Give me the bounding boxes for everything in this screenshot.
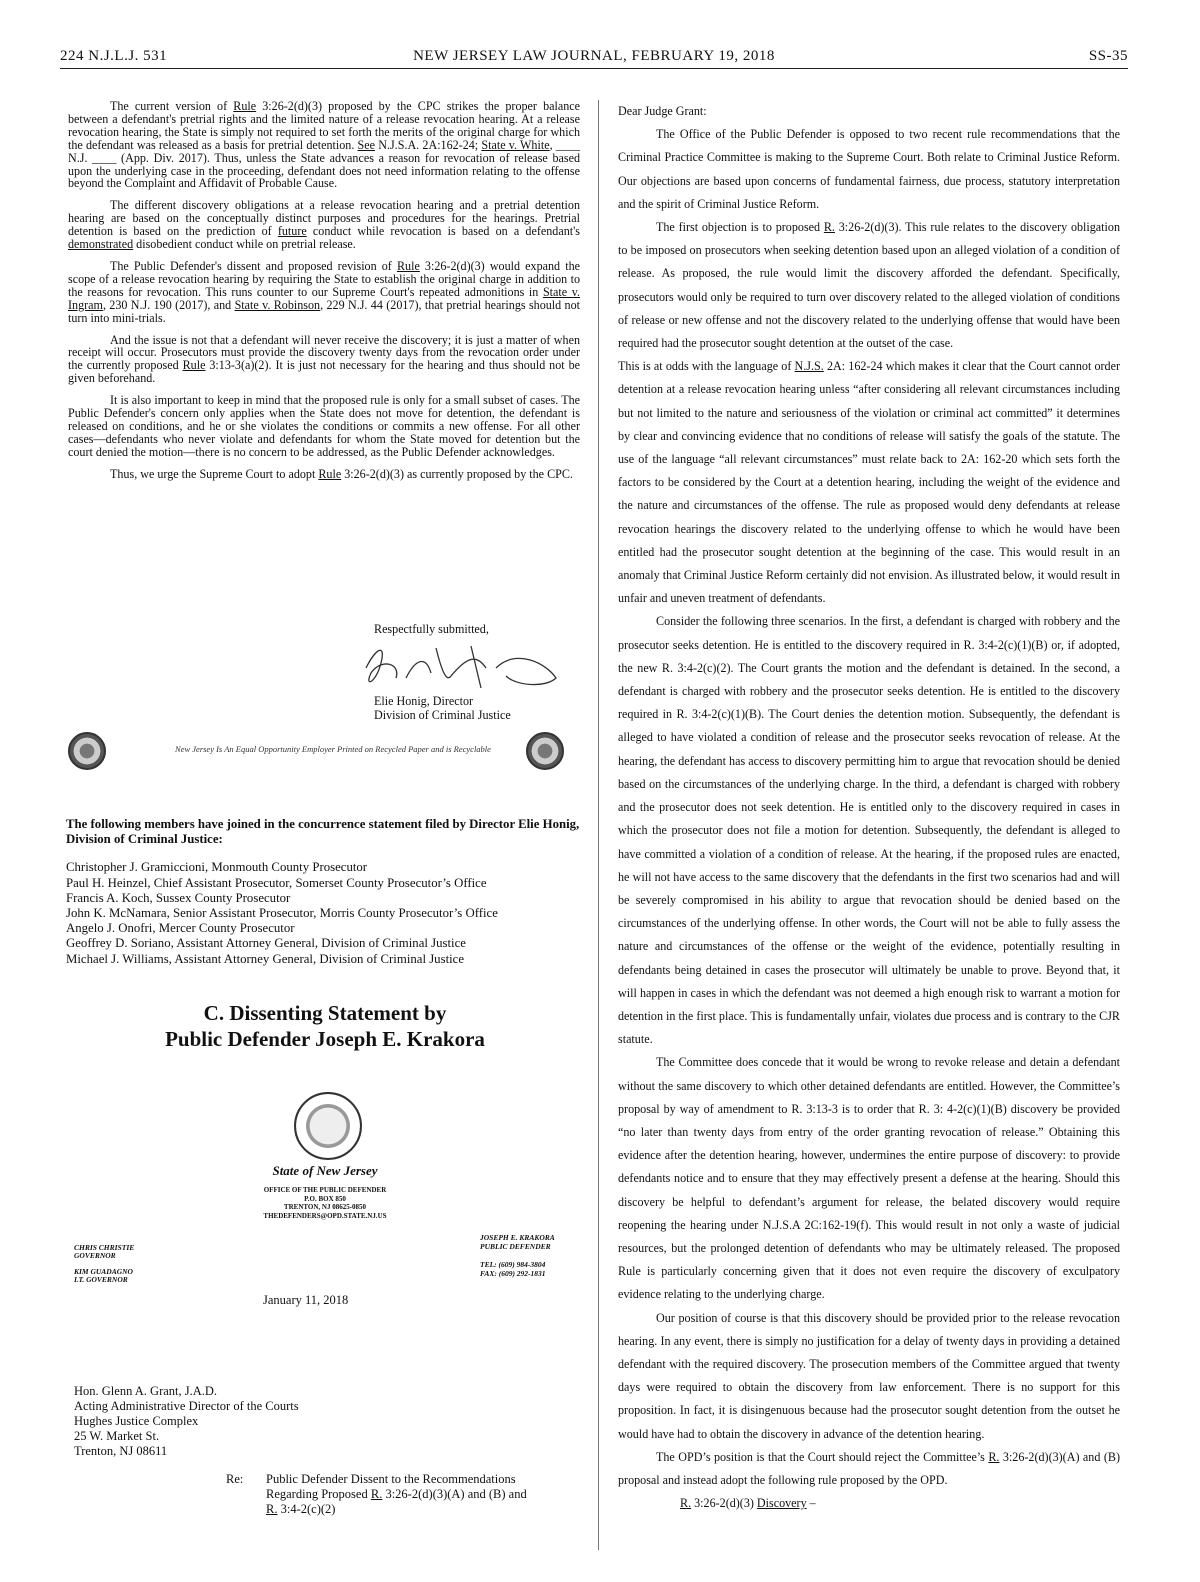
- header-citation: 224 N.J.L.J. 531: [60, 48, 168, 64]
- signature-block: [374, 622, 594, 722]
- header-page-number: SS-35: [1088, 48, 1128, 64]
- member-item: Geoffrey D. Soriano, Assistant Attorney General, Division of Criminal Justice: [66, 936, 466, 951]
- member-item: Francis A. Koch, Sussex County Prosecutor: [66, 890, 291, 905]
- right-paragraph-4: Consider the following three scenarios. In the first, a defendant is charged with robbery and the prosecutor seeks detention. He is entitled to the discovery required in R. 3:4-2(c)(1)(B) or, if adopted, the new R. 3:4-2(c)(2). The Court grants the motion and the defendant is detained. In the second, a defendant is charged with robbery and the prosecutor seeks detention. He is entitled to the discovery required in R. 3:4-2(c)(1)(B). The Court denies the detention motion. Subsequently, the defendant is alleged to have violated a condition of release and the prosecutor seeks revocation of release. At the hearing, the defendant has access to discovery permitting him to argue that revocation should be denied based on the circumstances of the underlying charge. In the third, a defendant is charged with robbery and the prosecutor does not seek detention. He is entitled only to the discovery required in cases in which the prosecutor does not file a motion for detention. Subsequently, the defendant is alleged to have committed a violation of a condition of release. At the hearing, if the proposed rules are enacted, he will not have access to the same discovery that the defendants in the first two scenarios had and will be severely compromised in his ability to argue that revocation should be denied based on the circumstances of the underlying offense. In other words, the Court will not be able to fully assess the nature and circumstances of the offense or the weight of the evidence, potentially resulting in defendants being detained in cases the prosecutor will ultimately be unable to prove. Beyond that, it will happen in cases in which the defendant was not deemed a high enough risk to warrant a motion for detention in the first place. This is fundamentally unfair, violates due process and is contrary to the CJR statute.: [618, 614, 1120, 1047]
- handwritten-signature: [356, 638, 576, 694]
- addressee-block: Hon. Glenn A. Grant, J.A.D. Acting Administrative Director of the Courts Hughes Justice Complex 25 W. Market St. Trenton, NJ 08611: [74, 1384, 299, 1458]
- left-paragraph-5: It is also important to keep in mind that the proposed rule is only for a small subset of cases. The Public Defender's concern only applies when the State does not move for detention, the defendant is released on conditions, and he or she violates the conditions or commits a new offense. For all other cases—defendants who never violate and defendants for whom the State moved for detention but the court denied the motion—there is no concern to be addressed, as the Public Defender acknowledges.: [68, 393, 580, 459]
- members-heading: The following members have joined in the concurrence statement filed by Director Elie Honig, Division of Criminal Justice:: [66, 817, 580, 847]
- state-seal-icon: [526, 732, 564, 770]
- section-title: C. Dissenting Statement by Public Defender Joseph E. Krakora: [165, 1001, 485, 1051]
- right-paragraph-2: The first objection is to proposed R. 3:26-2(d)(3). This rule relates to the discovery obligation to be imposed on prosecutors when seeking detention based upon an alleged violation of a condition of release. As proposed, the rule would limit the discovery afforded the defendant. Specifically, prosecutors would only be required to turn over discovery related to the alleged violation of conditions of release or new offense and not the discovery related to the underlying offense that would have been required had the prosecutor sought detention at the outset of the case.: [618, 220, 1120, 351]
- right-paragraph-6: Our position of course is that this discovery should be provided prior to the release revocation hearing. In any event, there is simply no justification for a delay of twenty days in providing a detained defendant with the required discovery. The prosecution members of the Committee argued that twenty days were required to obtain the discovery from law enforcement. There is no support for this proposition. In fact, it is disingenuous because had the prosecutor sought detention from the outset he would have had to obtain the discovery in advance of the detention hearing.: [618, 1310, 1120, 1441]
- left-paragraph-3: The Public Defender's dissent and proposed revision of Rule 3:26-2(d)(3) would expand the scope of a release revocation hearing by requiring the State to establish the original charge in addition to the reasons for revocation. This runs counter to our Supreme Court's repeated admonitions in State v. Ingram, 230 N.J. 190 (2017), and State v. Robinson, 229 N.J. 44 (2017), that pretrial hearings should not turn into mini-trials.: [68, 258, 580, 325]
- letterhead-state: State of New Jersey: [272, 1163, 378, 1178]
- left-paragraph-4: And the issue is not that a defendant will never receive the discovery; it is just a matter of when receipt will occur. Prosecutors must provide the discovery twenty days from the revocation order under the currently proposed Rule 3:13-3(a)(2). It is just not necessary for the hearing and thus should not be given beforehand.: [68, 332, 580, 386]
- right-paragraph-7: The OPD’s position is that the Court should reject the Committee’s R. 3:26-2(d)(3)(A) and (B) proposal and instead adopt the following rule proposed by the OPD.: [618, 1449, 1120, 1487]
- salutation: Dear Judge Grant:: [618, 104, 707, 118]
- letterhead-office: OFFICE OF THE PUBLIC DEFENDER P.O. BOX 850 TRENTON, NJ 08625-0850 THEDEFENDERS@OPD.STATE.NJ.US: [263, 1186, 387, 1220]
- equal-opportunity-note: New Jersey Is An Equal Opportunity Employer Printed on Recycled Paper and is Recyclable: [175, 744, 491, 754]
- attorney-general-seal-icon: [68, 732, 106, 770]
- member-item: John K. McNamara, Senior Assistant Prosecutor, Morris County Prosecutor’s Office: [66, 906, 498, 921]
- right-column: [618, 100, 1120, 1515]
- member-item: Angelo J. Onofri, Mercer County Prosecutor: [66, 921, 295, 936]
- right-paragraph-1: The Office of the Public Defender is opposed to two recent rule recommendations that the Criminal Practice Committee is making to the Supreme Court. Both relate to Criminal Justice Reform. Our objections are based upon concerns of fundamental fairness, due process, statutory interpretation and the spirit of Criminal Justice Reform.: [618, 127, 1120, 211]
- running-header: [60, 48, 1128, 69]
- signer-name: Elie Honig, Director: [374, 694, 474, 708]
- signature-closing: Respectfully submitted,: [374, 622, 489, 636]
- right-paragraph-5: The Committee does concede that it would be wrong to revoke release and detain a defendant without the same discovery to which other detained defendants are entitled. However, the Committee’s proposal by way of amendment to R. 3:13-3 is to order that R. 3: 4-2(c)(1)(B) discovery be provided “no later than twenty days from entry of the order granting revocation of release.” Obtaining this evidence after the detention hearing, however, undermines the entire purpose of discovery: to provide defendants notice and to ensure that they may effectively present a defense at the hearing. Should this discovery be helpful to defendant’s argument for release, the belated discovery would require reopening the hearing under N.J.S.A 2C:162-19(f). This would result in not only a waste of judicial resources, but the prolonged detention of defendants who may be ultimately released. The proposed Rule is particularly concerning given that it does not even require the discovery of exculpatory evidence relating to the underlying charge.: [618, 1055, 1120, 1302]
- left-paragraph-6: Thus, we urge the Supreme Court to adopt Rule 3:26-2(d)(3) as currently proposed by the CPC.: [110, 466, 573, 481]
- letterhead-governors: CHRIS CHRISTIE GOVERNOR KIM GUADAGNO LT. GOVERNOR: [74, 1243, 135, 1284]
- signer-title: Division of Criminal Justice: [374, 708, 511, 722]
- left-column: [68, 100, 580, 490]
- column-divider: [598, 100, 599, 1550]
- new-jersey-state-seal-icon: [294, 1092, 362, 1160]
- member-item: Michael J. Williams, Assistant Attorney General, Division of Criminal Justice: [66, 951, 465, 966]
- left-paragraph-1: The current version of Rule 3:26-2(d)(3) proposed by the CPC strikes the proper balance between a defendant's pretrial rights and the limited nature of a release revocation hearing. At a release revocation hearing, the State is simply not required to set forth the merits of the original charge for which the defendant was released as a basis for pretrial detention. See N.J.S.A. 2A:162-24; State v. White, ____ N.J. ____ (App. Div. 2017). Thus, unless the State advances a reason for revocation of release based upon the underlying case in the proceeding, defendant does not need information relating to the offense beyond the Complaint and Affidavit of Probable Cause.: [68, 99, 580, 191]
- concurrence-members: [66, 817, 586, 967]
- right-paragraph-3: This is at odds with the language of N.J.S. 2A: 162-24 which makes it clear that the Court cannot order detention at a release revocation hearing unless “after considering all relevant circumstances including but not limited to the nature and seriousness of the violation or criminal act committed” it determines by clear and convincing evidence that no conditions of release will satisfy the goals of the statute. The use of the language “all relevant circumstances” must relate back to 2A: 162-20 which sets forth the factors to be considered by the Court at a detention hearing, including the weight of the evidence and the nature and circumstances of the offense. The rule as proposed would deny defendants at release revocation hearings the discovery related to the underlying offense to which he would have been entitled had the prosecutor sought detention at the beginning of the case. This would result in an anomaly that Criminal Justice Reform certainly did not envision. As illustrated below, it would result in unfair and uneven treatment of defendants.: [618, 359, 1120, 606]
- member-item: Paul H. Heinzel, Chief Assistant Prosecutor, Somerset County Prosecutor’s Office: [66, 875, 487, 890]
- letterhead-public-defender: JOSEPH E. KRAKORA PUBLIC DEFENDER TEL: (609) 984-3804 FAX: (609) 292-1831: [480, 1233, 555, 1278]
- member-item: Christopher J. Gramiccioni, Monmouth County Prosecutor: [66, 860, 368, 875]
- proposed-rule-heading: R. 3:26-2(d)(3) Discovery –: [680, 1496, 816, 1511]
- left-paragraph-2: The different discovery obligations at a release revocation hearing and a pretrial detention hearing are based on the conceptually distinct purposes and procedures for the hearings. Pretrial detention is based on the prediction of future conduct while revocation is based on a defendant's demonstrated disobedient conduct while on pretrial release.: [68, 198, 580, 252]
- header-publication: NEW JERSEY LAW JOURNAL, FEBRUARY 19, 2018: [413, 48, 775, 64]
- letter-date: January 11, 2018: [263, 1293, 349, 1307]
- letter-footer: [68, 732, 580, 772]
